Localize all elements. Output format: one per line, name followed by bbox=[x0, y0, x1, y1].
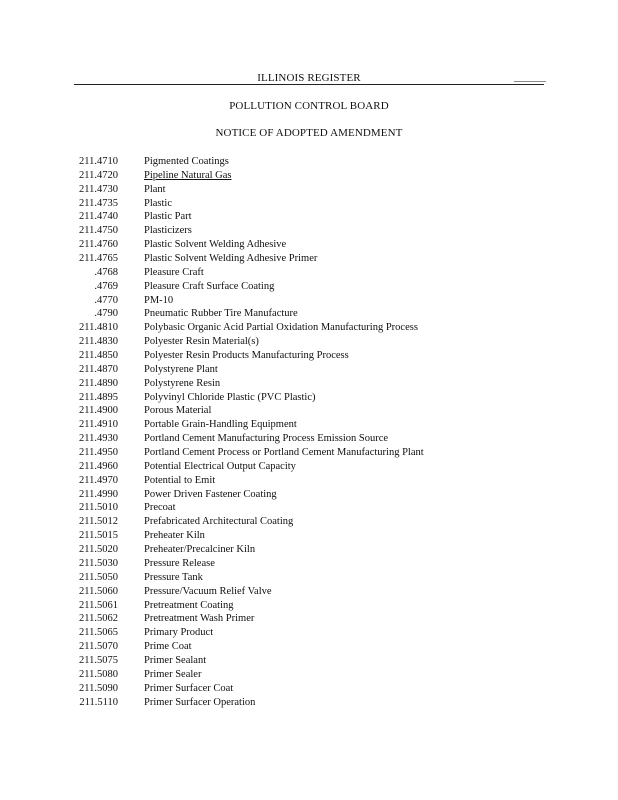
list-item bbox=[0, 515, 618, 529]
defined-term: Pretreatment Wash Primer bbox=[144, 613, 255, 625]
list-item bbox=[0, 557, 618, 571]
section-number: 211.5061 bbox=[79, 599, 118, 611]
defined-term: Plastic Solvent Welding Adhesive Primer bbox=[144, 253, 318, 265]
defined-term: Porous Material bbox=[144, 405, 212, 417]
defined-term: Pressure Release bbox=[144, 557, 215, 569]
defined-term: Primary Product bbox=[144, 627, 214, 639]
defined-term: Plastic Part bbox=[144, 211, 192, 223]
list-item bbox=[0, 224, 618, 238]
defined-term: Plastic bbox=[144, 197, 172, 209]
list-item bbox=[0, 529, 618, 543]
header-rule-mark bbox=[514, 81, 546, 82]
defined-term: Preheater Kiln bbox=[144, 530, 205, 542]
section-number: 211.5070 bbox=[79, 641, 118, 653]
section-number: 211.4740 bbox=[79, 211, 118, 223]
section-number: 211.4750 bbox=[79, 225, 118, 237]
list-item bbox=[0, 599, 618, 613]
defined-term: Primer Surfacer Coat bbox=[144, 682, 234, 694]
defined-term: Pneumatic Rubber Tire Manufacture bbox=[144, 308, 298, 320]
defined-term: Potential Electrical Output Capacity bbox=[144, 460, 296, 472]
section-number: 211.4900 bbox=[79, 405, 118, 417]
list-item bbox=[0, 585, 618, 599]
list-item bbox=[0, 432, 618, 446]
section-number: 211.4810 bbox=[79, 322, 118, 334]
section-number: 211.4760 bbox=[79, 239, 118, 251]
section-number: 211.4735 bbox=[79, 197, 118, 209]
list-item bbox=[0, 335, 618, 349]
list-item bbox=[0, 321, 618, 335]
defined-term: Portland Cement Manufacturing Process Emission Source bbox=[144, 433, 389, 445]
list-item bbox=[0, 391, 618, 405]
list-item bbox=[0, 377, 618, 391]
defined-term: Plant bbox=[144, 183, 166, 195]
section-number: 211.5060 bbox=[79, 585, 118, 597]
list-item bbox=[0, 418, 618, 432]
list-item bbox=[0, 460, 618, 474]
defined-term: Polyester Resin Material(s) bbox=[144, 336, 259, 348]
list-item bbox=[0, 294, 618, 308]
list-item bbox=[0, 446, 618, 460]
header-rule bbox=[74, 84, 544, 85]
list-item bbox=[0, 501, 618, 515]
section-number: 211.4730 bbox=[79, 183, 118, 195]
section-number: 211.5110 bbox=[79, 696, 118, 708]
section-number: 211.4870 bbox=[79, 363, 118, 375]
defined-term: PM-10 bbox=[144, 294, 174, 306]
defined-term: Potential to Emit bbox=[144, 474, 216, 486]
section-number: .4769 bbox=[94, 280, 118, 292]
defined-term: Prefabricated Architectural Coating bbox=[144, 516, 294, 528]
list-item bbox=[0, 668, 618, 682]
section-number: .4770 bbox=[94, 294, 118, 306]
list-item bbox=[0, 252, 618, 266]
list-item bbox=[0, 404, 618, 418]
list-item bbox=[0, 696, 618, 710]
list-item bbox=[0, 210, 618, 224]
section-number: 211.4910 bbox=[79, 419, 118, 431]
list-item bbox=[0, 488, 618, 502]
board-title: POLLUTION CONTROL BOARD bbox=[229, 100, 389, 112]
section-number: 211.4895 bbox=[79, 391, 118, 403]
section-number: 211.5075 bbox=[79, 654, 118, 666]
defined-term: Plasticizers bbox=[144, 225, 192, 237]
section-number: 211.5050 bbox=[79, 571, 118, 583]
defined-term: Power Driven Fastener Coating bbox=[144, 488, 277, 500]
section-number: 211.4970 bbox=[79, 474, 118, 486]
section-number: 211.5015 bbox=[79, 530, 118, 542]
section-number: 211.4720 bbox=[79, 169, 118, 181]
section-number: 211.4930 bbox=[79, 433, 118, 445]
list-item bbox=[0, 266, 618, 280]
list-item bbox=[0, 654, 618, 668]
section-number: 211.4890 bbox=[79, 377, 118, 389]
section-number: 211.4850 bbox=[79, 350, 118, 362]
list-item bbox=[0, 626, 618, 640]
defined-term: Precoat bbox=[144, 502, 176, 514]
section-number: 211.4710 bbox=[79, 156, 118, 167]
section-number: 211.5010 bbox=[79, 502, 118, 514]
defined-term: Preheater/Precalciner Kiln bbox=[144, 544, 256, 556]
section-number: 211.4830 bbox=[79, 336, 118, 348]
section-number: 211.4960 bbox=[79, 460, 118, 472]
defined-term: Primer Sealant bbox=[144, 654, 207, 666]
section-number: 211.4950 bbox=[79, 447, 118, 459]
defined-term: Pleasure Craft Surface Coating bbox=[144, 280, 275, 292]
list-item bbox=[0, 612, 618, 626]
list-item bbox=[0, 238, 618, 252]
defined-term: Polystyrene Plant bbox=[144, 363, 218, 375]
defined-term: Prime Coat bbox=[144, 641, 192, 653]
defined-term: Pleasure Craft bbox=[144, 266, 204, 278]
defined-term: Pressure Tank bbox=[144, 571, 203, 583]
list-item bbox=[0, 183, 618, 197]
section-number: 211.5090 bbox=[79, 682, 118, 694]
defined-term: Portable Grain-Handling Equipment bbox=[144, 419, 297, 431]
section-number: 211.4990 bbox=[79, 488, 118, 500]
defined-term: Primer Sealer bbox=[144, 668, 202, 680]
list-item bbox=[0, 640, 618, 654]
defined-term: Pressure/Vacuum Relief Valve bbox=[144, 585, 272, 597]
defined-term: Polystyrene Resin bbox=[144, 377, 221, 389]
defined-term: Polyvinyl Chloride Plastic (PVC Plastic) bbox=[144, 391, 316, 403]
list-item bbox=[0, 155, 618, 169]
defined-term: Polyester Resin Products Manufacturing Process bbox=[144, 350, 349, 362]
register-title: ILLINOIS REGISTER bbox=[257, 72, 361, 84]
list-item bbox=[0, 543, 618, 557]
section-number: 211.5030 bbox=[79, 557, 118, 569]
defined-term: Pigmented Coatings bbox=[144, 156, 229, 167]
defined-term: Portland Cement Process or Portland Cement Manufacturing Plant bbox=[144, 447, 424, 459]
defined-term: Pretreatment Coating bbox=[144, 599, 234, 611]
list-item bbox=[0, 363, 618, 377]
list-item bbox=[0, 682, 618, 696]
section-number: 211.4765 bbox=[79, 253, 118, 265]
defined-term: Polybasic Organic Acid Partial Oxidation Manufacturing Process bbox=[144, 322, 418, 334]
list-item bbox=[0, 280, 618, 294]
section-number: 211.5020 bbox=[79, 544, 118, 556]
list-item bbox=[0, 307, 618, 321]
list-item bbox=[0, 474, 618, 488]
section-number: 211.5065 bbox=[79, 627, 118, 639]
defined-term: Plastic Solvent Welding Adhesive bbox=[144, 239, 287, 251]
list-item bbox=[0, 169, 618, 183]
notice-title: NOTICE OF ADOPTED AMENDMENT bbox=[215, 127, 403, 139]
list-item bbox=[0, 349, 618, 363]
list-item bbox=[0, 197, 618, 211]
section-number: 211.5062 bbox=[79, 613, 118, 625]
list-item bbox=[0, 571, 618, 585]
section-number: 211.5012 bbox=[79, 516, 118, 528]
defined-term: Pipeline Natural Gas bbox=[144, 169, 232, 181]
section-number: .4790 bbox=[94, 308, 118, 320]
section-number: 211.5080 bbox=[79, 668, 118, 680]
section-number: .4768 bbox=[94, 266, 118, 278]
defined-term: Primer Surfacer Operation bbox=[144, 696, 256, 708]
definitions-list bbox=[0, 155, 618, 709]
